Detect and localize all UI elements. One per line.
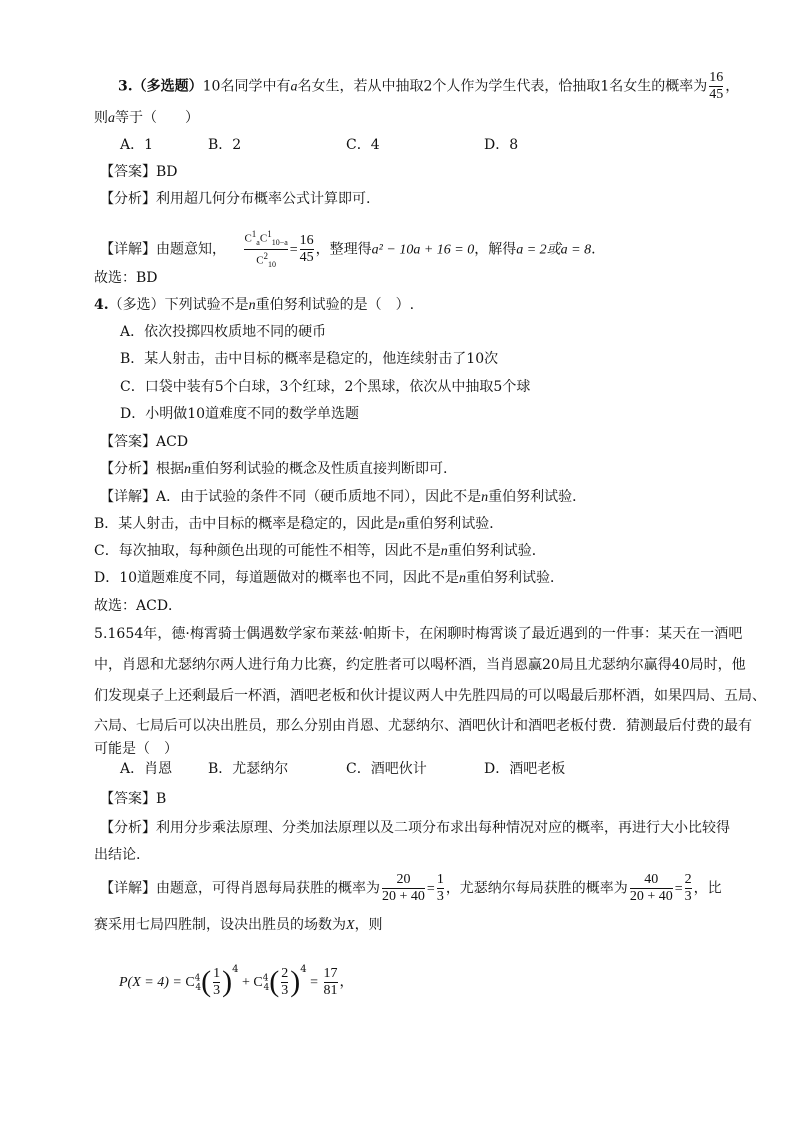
q5-stem-line2: 中，肖恩和尤瑟纳尔两人进行角力比赛，约定胜者可以喝杯酒，当肖恩赢20局且尤瑟纳尔赢得40局时，他 [94, 657, 746, 673]
q4-answer: 【答案】ACD [100, 434, 189, 450]
q5-stem-line1: 5.1654年，德·梅霄骑士偶遇数学家布莱兹·帕斯卡，在闲聊时梅霄谈了最近遇到的一件事：某天在一酒吧 [94, 626, 743, 642]
q5-analysis-2: 出结论. [94, 847, 141, 863]
q3-equation: a² − 10a + 16 = 0 [371, 242, 475, 258]
q5-detail-line2: 赛采用七局四胜制，设决出胜员的场数为X，则 [94, 917, 383, 933]
q3-stem-line1: 3.（多选题）10名同学中有a名女生，若从中抽取2个人作为学生代表，恰抽取1名女生的概率为 $\frac{16}{45}$ ， [118, 70, 740, 102]
q4-option-d: D．小明做10道难度不同的数学单选题 [120, 406, 360, 422]
q3-type: （多选题） [132, 78, 203, 95]
q4-analysis: 【分析】根据n重伯努利试验的概念及性质直接判断即可. [100, 461, 448, 477]
q3-choose: 故选：BD [94, 270, 158, 286]
q5-option-a: A．肖恩 [120, 761, 173, 777]
q5-formula-frac-1: $\frac{1}{3}$ [213, 965, 221, 998]
q3-detail-fraction: $\frac{16}{45}$ [299, 232, 314, 265]
q5-fraction-shawn-value: $\frac{1}{3}$ [436, 872, 444, 904]
q4-detail-1: 【详解】A．由于试验的条件不同（硬币质地不同），因此不是n重伯努利试验． [100, 489, 587, 505]
q3-var-a: a [290, 79, 298, 95]
q5-formula-result: $\frac{17}{81}$ [323, 965, 338, 998]
q4-detail-2: B．某人射击，击中目标的概率是稳定的，因此是n重伯努利试验． [94, 516, 504, 532]
q4-stem: 4.（多选）下列试验不是n重伯努利试验的是（ ）. [94, 297, 415, 313]
q3-probability-fraction: $\frac{16}{45}$ [709, 70, 724, 102]
q4-option-c: C．口袋中装有5个白球，3个红球，2个黑球，依次从中抽取5个球 [120, 379, 531, 395]
q5-probability-formula: $P(X = 4) = C^4_4$( $\frac{1}{3}$ )$^4 + C^4_4$( $\frac{2}{3}$ )$^4$ = $\frac{17}{81}$ ， [119, 964, 354, 998]
q4-option-b: B．某人射击，击中目标的概率是稳定的，他连续射击了10次 [120, 351, 499, 367]
q5-detail-line1: 【详解】由题意，可得肖恩每局获胜的概率为 $\frac{20}{20 + 40}$ = $\frac{1}{3}$ ，尤瑟纳尔每局获胜的概率为 $\frac{40}{20 + 40}$ = $\frac{2}{3}$ ，比 [100, 872, 722, 904]
q3-analysis: 【分析】利用超几何分布概率公式计算即可. [100, 191, 371, 207]
q5-option-c: C．酒吧伙计 [346, 761, 427, 777]
q4-choose: 故选：ACD． [94, 598, 183, 614]
q4-detail-4: D．10道题难度不同，每道题做对的概率也不同，因此不是n重伯努利试验． [94, 570, 565, 586]
q3-option-c: C．4 [346, 137, 380, 153]
q3-number: 3. [118, 78, 133, 95]
q5-stem-line3: 们发现桌子上还剩最后一杯酒，酒吧老板和伙计提议两人中先胜四局的可以喝最后那杯酒，如果四局、五局、 [94, 688, 766, 704]
q5-stem-line4: 六局、七局后可以决出胜员，那么分别由肖恩、尤瑟纳尔、酒吧伙计和酒吧老板付费．猜测最后付费的最有 [94, 718, 752, 734]
q3-stem-line2: 则a等于（ ） [94, 110, 199, 126]
q3-option-b: B．2 [208, 137, 242, 153]
q3-stem-a: 10名同学中有 [202, 78, 291, 95]
q5-option-d: D．酒吧老板 [484, 761, 566, 777]
q4-detail-3: C．每次抽取，每种颜色出现的可能性不相等，因此不是n重伯努利试验． [94, 543, 546, 559]
q5-options [120, 759, 565, 779]
q5-analysis-1: 【分析】利用分步乘法原理、分类加法原理以及二项分布求出每种情况对应的概率，再进行大小比较得 [100, 820, 730, 836]
q3-detail: 【详解】由题意知， $\frac{C^1_aC^1_{10-a}}{C^2_{10}}$ = $\frac{16}{45}$ ，整理得a² − 10a + 16 = 0，解得a = 2或a = 8. [100, 229, 596, 269]
q5-fraction-yourcenar: $\frac{40}{20 + 40}$ [629, 872, 673, 904]
q3-option-a: A．1 [120, 137, 154, 153]
q5-stem-line5: 可能是（ ） [94, 741, 178, 757]
q3-solution: a = 2或a = 8 [516, 242, 592, 258]
q5-fraction-yourcenar-value: $\frac{2}{3}$ [684, 872, 692, 904]
q5-option-b: B．尤瑟纳尔 [208, 761, 289, 777]
q4-option-a: A．依次投掷四枚质地不同的硬币 [120, 324, 327, 340]
q3-option-d: D．8 [484, 137, 519, 153]
q3-stem-b: 名女生，若从中抽取2个人作为学生代表，恰抽取1名女生的概率为 [297, 78, 708, 95]
q5-formula-frac-2: $\frac{2}{3}$ [281, 965, 289, 998]
q5-answer: 【答案】B [100, 791, 167, 807]
q3-answer: 【答案】BD [100, 164, 178, 180]
q5-fraction-shawn: $\frac{20}{20 + 40}$ [382, 872, 425, 904]
q3-options [120, 135, 518, 155]
q3-combination-fraction: $\frac{C^1_aC^1_{10-a}}{C^2_{10}}$ [244, 229, 288, 269]
